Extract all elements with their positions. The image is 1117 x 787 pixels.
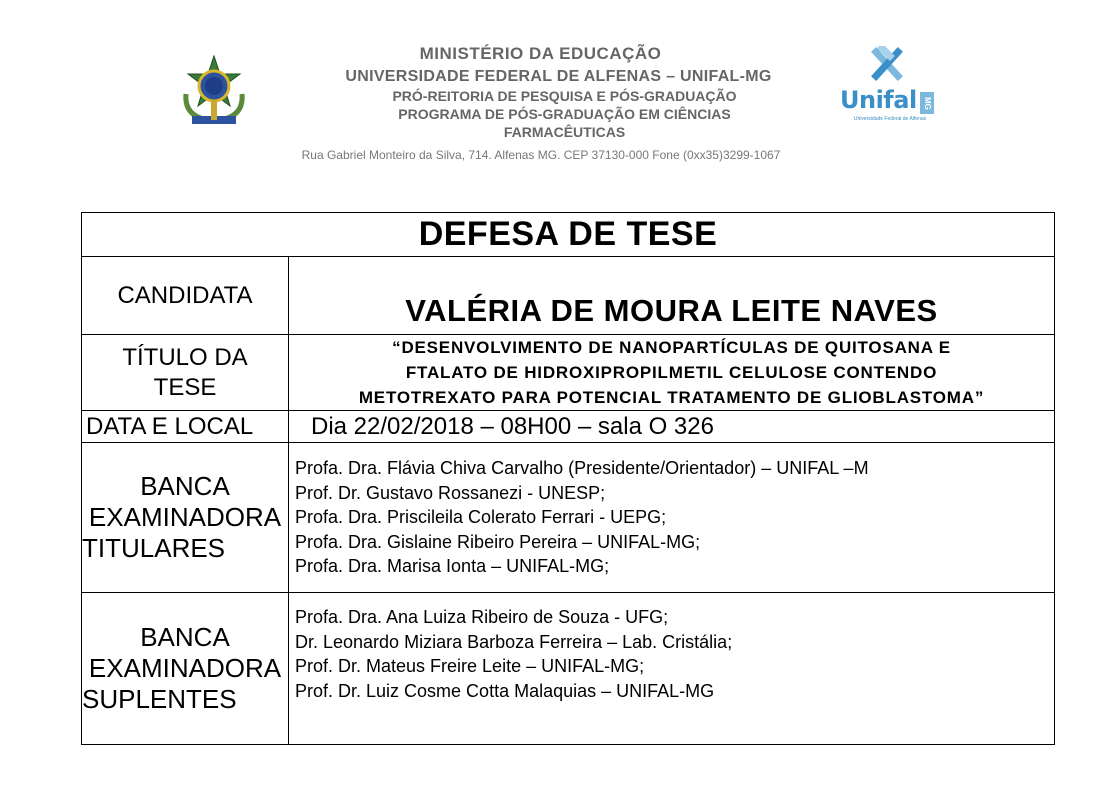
titulares-label — [82, 443, 289, 593]
thesis-title — [289, 335, 1055, 411]
thesis-label-line-2: TESE — [153, 373, 217, 401]
date-label: DATA E LOCAL — [82, 411, 289, 443]
titulares-list — [289, 443, 1055, 593]
candidate-label: CANDIDATA — [82, 257, 289, 335]
suplentes-list — [289, 593, 1055, 745]
suplentes-label-line: SUPLENTES — [82, 684, 237, 714]
pro-rectorate-line: PRÓ-REITORIA DE PESQUISA E PÓS-GRADUAÇÃO — [392, 88, 737, 104]
list-item: Profa. Dra. Gislaine Ribeiro Pereira – UNIFAL-MG; — [295, 531, 701, 552]
list-item: Prof. Dr. Luiz Cosme Cotta Malaquias – UNIFAL-MG — [295, 680, 715, 701]
thesis-label — [82, 335, 289, 411]
list-item: Dr. Leonardo Miziara Barboza Ferreira – Lab. Cristália; — [295, 631, 733, 652]
list-item: Profa. Dra. Ana Luiza Ribeiro de Souza - UFG; — [295, 607, 669, 627]
thesis-title-line-2: FTALATO DE HIDROXIPROPILMETIL CELULOSE CONTENDO — [405, 363, 938, 382]
candidate-name: VALÉRIA DE MOURA LEITE NAVES — [289, 257, 1055, 335]
defense-table — [81, 212, 1055, 745]
suplentes-label-line: EXAMINADORA — [88, 653, 282, 683]
logo-wordmark: Unifal — [840, 86, 917, 114]
list-item: Profa. Dra. Flávia Chiva Carvalho (Presidente/Orientador) – UNIFAL –M — [295, 458, 869, 479]
date-value: Dia 22/02/2018 – 08H00 – sala O 326 — [289, 411, 1055, 443]
logo-subtitle: Universidade Federal de Alfenas — [853, 116, 927, 122]
university-line: UNIVERSIDADE FEDERAL DE ALFENAS – UNIFAL-MG — [345, 68, 772, 85]
suplentes-label-line: BANCA — [140, 622, 230, 652]
thesis-title-line-1: “DESENVOLVIMENTO DE NANOPARTÍCULAS DE QUITOSANA E — [392, 338, 951, 357]
logo-badge: MG — [920, 92, 934, 114]
list-item: Profa. Dra. Marisa Ionta – UNIFAL-MG; — [295, 556, 610, 577]
titulares-label-line: EXAMINADORA — [88, 502, 282, 532]
suplentes-label — [82, 593, 289, 745]
titulares-label-line: BANCA — [140, 471, 230, 501]
address-line: Rua Gabriel Monteiro da Silva, 714. Alfenas MG. CEP 37130-000 Fone (0xx35)3299-1067 — [301, 148, 781, 162]
list-item: Prof. Dr. Mateus Freire Leite – UNIFAL-MG; — [295, 656, 645, 676]
program-line-2: FARMACÊUTICAS — [503, 124, 626, 140]
titulares-label-line: TITULARES — [82, 533, 226, 563]
unifal-logo-icon — [840, 46, 940, 126]
unifal-x-icon — [840, 46, 940, 88]
thesis-label-line-1: TÍTULO DA — [122, 343, 248, 371]
thesis-title-line-3: METOTREXATO PARA POTENCIAL TRATAMENTO DE GLIOBLASTOMA” — [358, 388, 985, 407]
letterhead — [0, 0, 1117, 170]
program-line-1: PROGRAMA DE PÓS-GRADUAÇÃO EM CIÊNCIAS — [398, 106, 731, 122]
ministry-line: MINISTÉRIO DA EDUCAÇÃO — [419, 44, 662, 63]
document-title: DEFESA DE TESE — [82, 213, 1055, 257]
list-item: Prof. Dr. Gustavo Rossanezi - UNESP; — [295, 482, 606, 503]
list-item: Profa. Dra. Priscileila Colerato Ferrari - UEPG; — [295, 507, 667, 528]
